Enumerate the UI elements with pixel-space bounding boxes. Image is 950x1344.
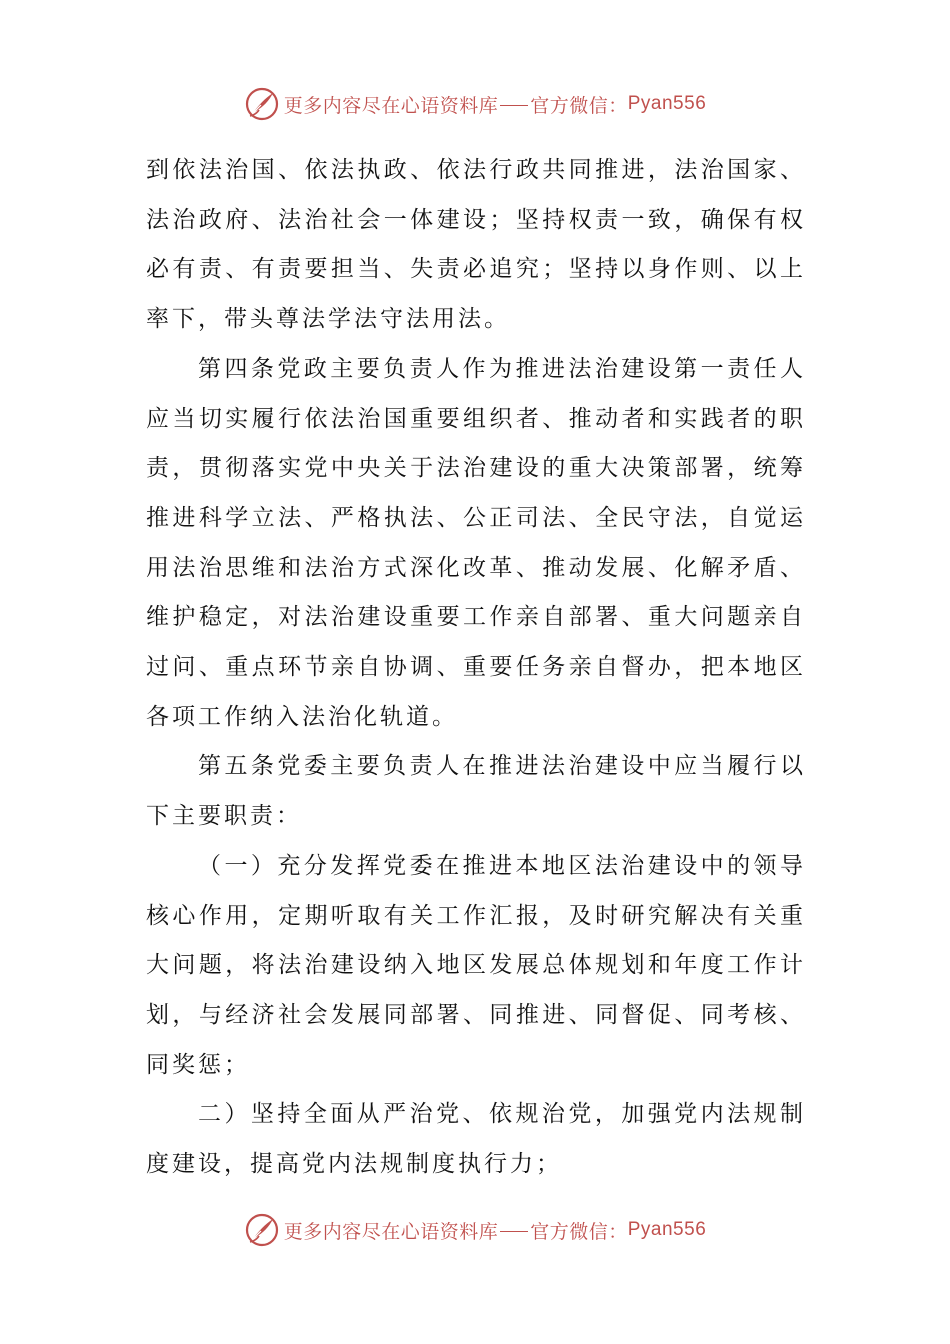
banner-wechat-id: Pyan556 bbox=[627, 1219, 707, 1240]
quill-pen-logo-icon bbox=[244, 1212, 280, 1248]
banner-tail-text: 官方微信： bbox=[530, 94, 628, 117]
banner-tail-text: 官方微信： bbox=[530, 1220, 628, 1243]
paragraph-item-1: （一）充分发挥党委在推进本地区法治建设中的领导核心作用，定期听取有关工作汇报，及时研究解决有关重大问题，将法治建设纳入地区发展总体规划和年度工作计划，与经济社会发展同部署、同推进、同督促、同考核、同奖惩； bbox=[146, 852, 806, 1078]
banner-main-text: 更多内容尽在心语资料库 bbox=[283, 1220, 499, 1243]
header-watermark-banner bbox=[0, 82, 950, 126]
banner-dash-separator bbox=[500, 1231, 528, 1232]
paragraph-article-4: 第四条党政主要负责人作为推进法治建设第一责任人应当切实履行依法治国重要组织者、推动者和实践者的职责，贯彻落实党中央关于法治建设的重大决策部署，统筹推进科学立法、严格执法、公正司法、全民守法，自觉运用法治思维和法治方式深化改革、推动发展、化解矛盾、维护稳定，对法治建设重要工作亲自部署、重大问题亲自过问、重点环节亲自协调、重要任务亲自督办，把本地区各项工作纳入法治化轨道。 bbox=[146, 355, 806, 730]
document-body bbox=[146, 146, 806, 1190]
banner-wechat-id: Pyan556 bbox=[627, 93, 707, 114]
paragraph-continuation: 到依法治国、依法执政、依法行政共同推进，法治国家、法治政府、法治社会一体建设；坚持权责一致，确保有权必有责、有责要担当、失责必追究；坚持以身作则、以上率下，带头尊法学法守法用法。 bbox=[146, 157, 806, 333]
banner-dash-separator bbox=[500, 105, 528, 106]
paragraph-article-5: 第五条党委主要负责人在推进法治建设中应当履行以下主要职责： bbox=[146, 753, 806, 830]
footer-watermark-banner bbox=[0, 1208, 950, 1252]
quill-pen-logo-icon bbox=[244, 86, 280, 122]
paragraph-item-2: 二）坚持全面从严治党、依规治党，加强党内法规制度建设，提高党内法规制度执行力； bbox=[146, 1101, 806, 1178]
banner-main-text: 更多内容尽在心语资料库 bbox=[283, 94, 499, 117]
